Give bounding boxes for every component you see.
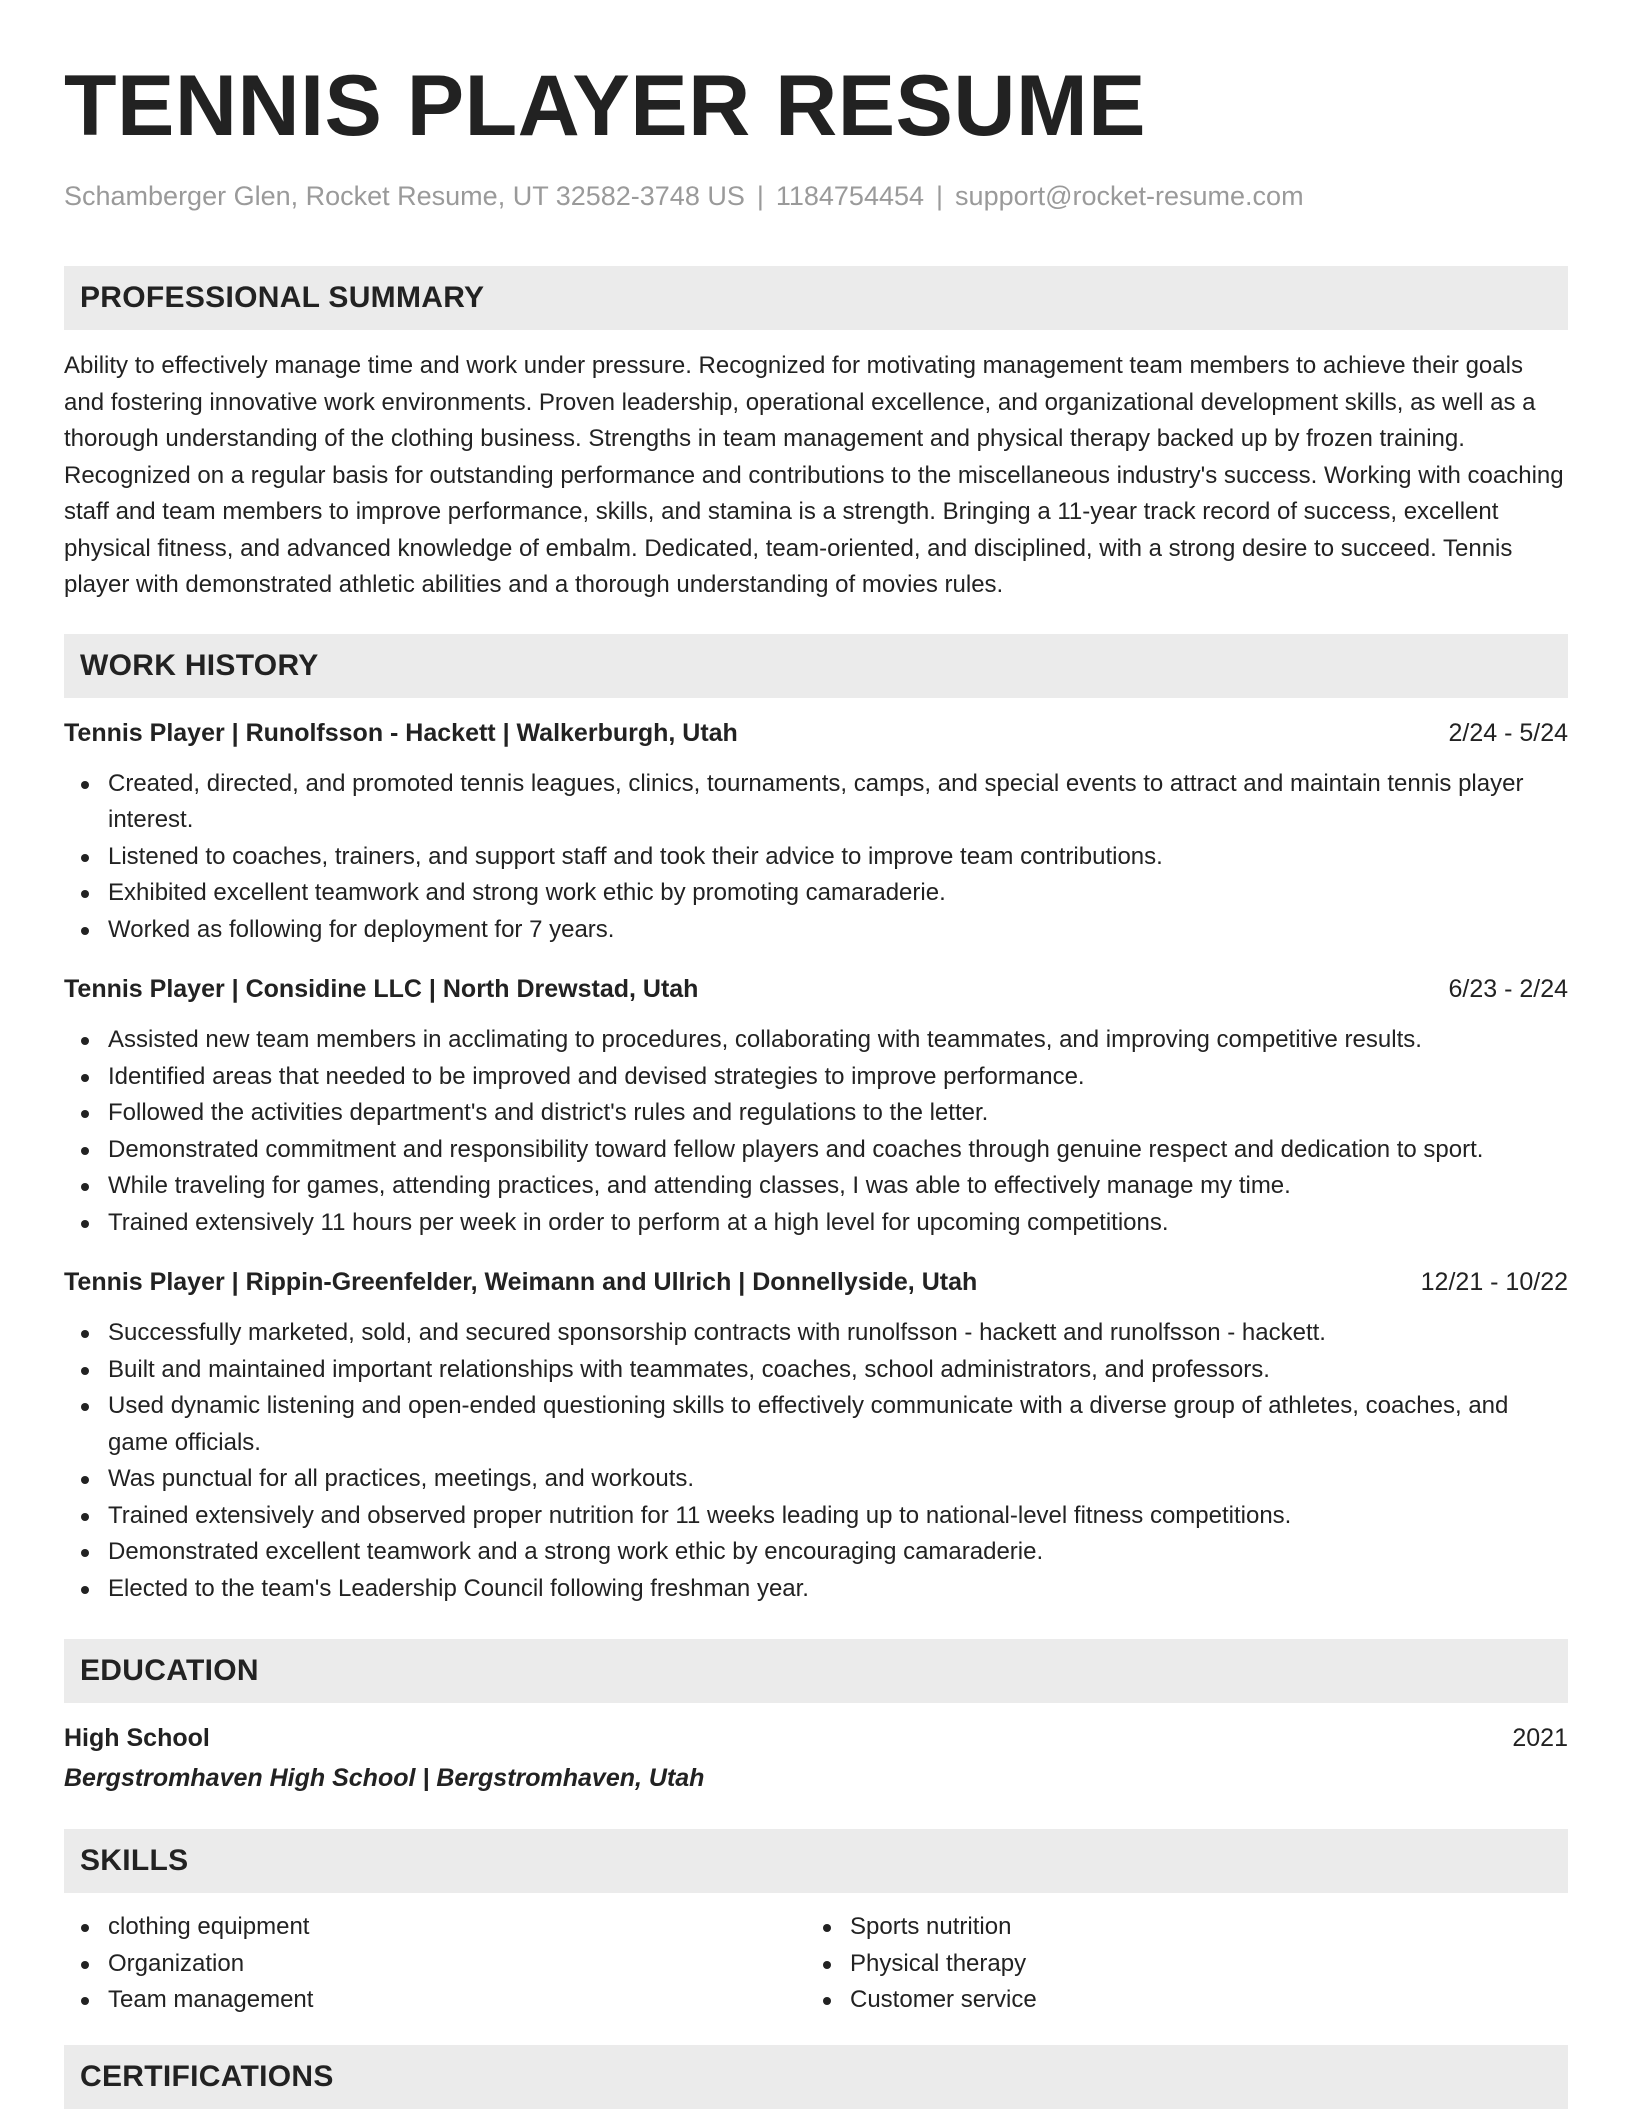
skills-list [64, 1909, 806, 2019]
education-entry [64, 1721, 1568, 1795]
job-bullet: Worked as following for deployment for 7 years. [108, 912, 1568, 949]
job-bullet: Trained extensively and observed proper nutrition for 11 weeks leading up to national-level fitness competitions. [108, 1498, 1568, 1535]
job-bullets [64, 1315, 1568, 1607]
contact-email: support@rocket-resume.com [955, 181, 1304, 211]
skills-list [806, 1909, 1548, 2019]
job-header [64, 972, 1568, 1006]
job-bullet: Successfully marketed, sold, and secured sponsorship contracts with runolfsson - hackett and runolfsson - hackett. [108, 1315, 1568, 1352]
job-bullets [64, 766, 1568, 949]
job-header [64, 1265, 1568, 1299]
skill-item: Organization [108, 1946, 806, 1983]
job-bullet: Exhibited excellent teamwork and strong work ethic by promoting camaraderie. [108, 875, 1568, 912]
contact-phone: 1184754454 [775, 181, 925, 211]
education-degree: High School [64, 1724, 210, 1752]
education-header [64, 1721, 1568, 1755]
job-bullet: Was punctual for all practices, meetings, and workouts. [108, 1461, 1568, 1498]
contact-address: Schamberger Glen, Rocket Resume, UT 32582-3748 US [64, 181, 745, 211]
contact-line [64, 178, 1568, 214]
skill-item: Physical therapy [850, 1946, 1548, 1983]
skill-item: Sports nutrition [850, 1909, 1548, 1946]
education-school: Bergstromhaven High School | Bergstromhaven, Utah [64, 1764, 705, 1792]
job-title: Tennis Player | Runolfsson - Hackett | Walkerburgh, Utah [64, 718, 738, 747]
section-header-work-history: WORK HISTORY [64, 634, 1568, 698]
job-title: Tennis Player | Considine LLC | North Drewstad, Utah [64, 975, 699, 1003]
job-bullet: Followed the activities department's and district's rules and regulations to the letter. [108, 1095, 1568, 1132]
skill-item: clothing equipment [108, 1909, 806, 1946]
job-dates: 2/24 - 5/24 [1448, 718, 1568, 747]
section-header-summary: PROFESSIONAL SUMMARY [64, 266, 1568, 330]
skills-column-right [806, 1909, 1548, 2019]
job-bullet: Used dynamic listening and open-ended questioning skills to effectively communicate with a diverse group of athletes, coaches, and game officials. [108, 1388, 1568, 1461]
job-bullet: Built and maintained important relationships with teammates, coaches, school administrators, and professors. [108, 1352, 1568, 1389]
contact-separator: | [756, 181, 764, 211]
skill-item: Customer service [850, 1982, 1548, 2019]
job-bullet: Assisted new team members in acclimating to procedures, collaborating with teammates, and improving competitive results. [108, 1022, 1568, 1059]
job-entry [64, 1265, 1568, 1607]
job-entry [64, 716, 1568, 949]
summary-text: Ability to effectively manage time and work under pressure. Recognized for motivating management team members to achieve their goals and fostering innovative work environments. Proven leadership, operational excellence, and organizational development skills, as well as a thorough understanding of the clothing business. Strengths in team management and physical therapy backed up by frozen training. Recognized on a regular basis for outstanding performance and contributions to the miscellaneous industry's success. Working with coaching staff and team members to improve performance, skills, and stamina is a strength. Bringing a 11-year track record of success, excellent physical fitness, and advanced knowledge of embalm. Dedicated, team-oriented, and disciplined, with a strong desire to succeed. Tennis player with demonstrated athletic abilities and a thorough understanding of movies rules. [64, 352, 1564, 598]
section-header-skills: SKILLS [64, 1829, 1568, 1893]
resume-title: TENNIS PLAYER RESUME [64, 58, 1147, 154]
skills-grid [64, 1909, 1568, 2019]
job-bullet: Elected to the team's Leadership Council following freshman year. [108, 1571, 1568, 1608]
section-header-certifications: CERTIFICATIONS [64, 2045, 1568, 2109]
job-bullet: Demonstrated commitment and responsibility toward fellow players and coaches through genuine respect and dedication to sport. [108, 1132, 1568, 1169]
job-bullet: Identified areas that needed to be improved and devised strategies to improve performance. [108, 1059, 1568, 1096]
job-bullet: Trained extensively 11 hours per week in order to perform at a high level for upcoming competitions. [108, 1205, 1568, 1242]
job-bullet: Listened to coaches, trainers, and support staff and took their advice to improve team contributions. [108, 839, 1568, 876]
job-bullet: Demonstrated excellent teamwork and a strong work ethic by encouraging camaraderie. [108, 1534, 1568, 1571]
job-title: Tennis Player | Rippin-Greenfelder, Weimann and Ullrich | Donnellyside, Utah [64, 1268, 978, 1296]
resume-page [64, 0, 1568, 2109]
job-entry [64, 972, 1568, 1241]
job-bullets [64, 1022, 1568, 1241]
skill-item: Team management [108, 1982, 806, 2019]
job-dates: 12/21 - 10/22 [1420, 1268, 1568, 1296]
contact-separator: | [936, 181, 944, 211]
education-year: 2021 [1512, 1724, 1568, 1752]
skills-column-left [64, 1909, 806, 2019]
job-header [64, 716, 1568, 750]
job-bullet: While traveling for games, attending practices, and attending classes, I was able to effectively manage my time. [108, 1168, 1568, 1205]
job-bullet: Created, directed, and promoted tennis leagues, clinics, tournaments, camps, and special events to attract and maintain tennis player interest. [108, 766, 1568, 839]
section-header-education: EDUCATION [64, 1639, 1568, 1703]
job-dates: 6/23 - 2/24 [1448, 975, 1568, 1003]
